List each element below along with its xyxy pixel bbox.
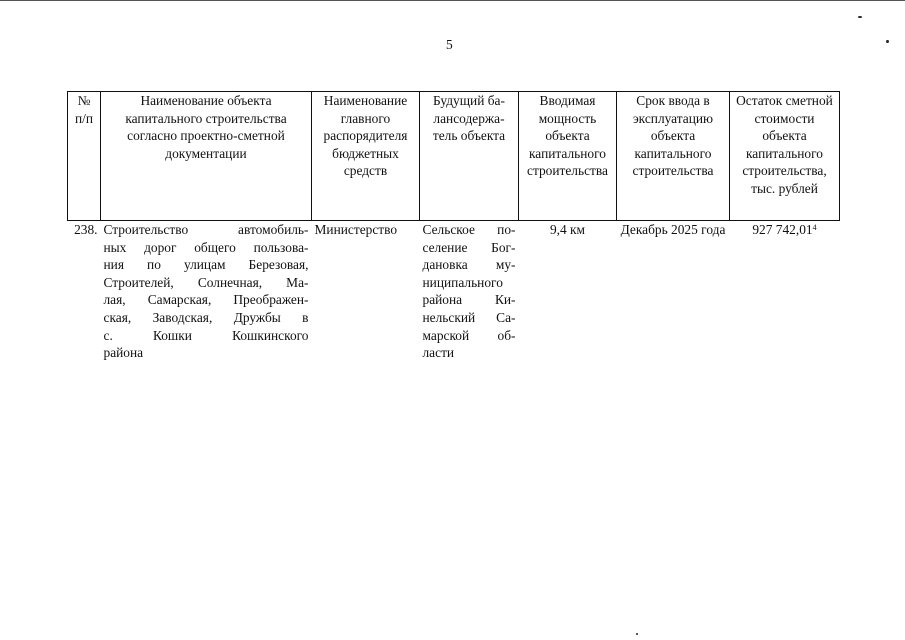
row-budget-manager: Министерство [312,221,420,362]
scan-speck [886,40,889,43]
row-future-holder [420,221,519,362]
footnote-mark: 4 [812,223,817,232]
scan-speck [636,633,638,635]
header-number: № п/п [68,92,101,221]
row-object-name-line: Строителей, Солнечная, Ма- [103,274,309,290]
row-future-holder-line: района Ки- [422,292,516,308]
header-commissioning-date: Срок ввода в эксплуатацию объекта капитального строительства [617,92,730,221]
row-object-name-line: лая, Самарская, Преображен- [103,292,309,308]
row-remaining-cost [730,221,840,362]
row-number: 238. [68,221,101,362]
header-object-name: Наименование объекта капитального строительства согласно проектно-сметной документации [101,92,312,221]
scan-speck [858,16,862,18]
header-capacity: Вводимая мощность объекта капитального строительства [519,92,617,221]
row-remaining-cost-value: 927 742,01 [752,222,813,237]
table-header-row [68,92,840,221]
row-object-name-line: ния по улицам Березовая, [103,257,309,273]
row-object-name-line: с. Кошки Кошкинского [103,327,309,343]
row-future-holder-line: ниципального [422,274,503,290]
row-commissioning-date: Декабрь 2025 года [617,221,730,362]
header-remaining-cost: Остаток сметной стоимости объекта капитального строительства, тыс. рублей [730,92,840,221]
header-budget-manager: Наименование главного распорядителя бюджетных средств [312,92,420,221]
row-future-holder-line: марской об- [422,327,516,343]
row-object-name-line: ных дорог общего пользова- [103,239,309,255]
header-future-holder: Будущий ба- лансодержа- тель объекта [420,92,519,221]
row-object-name [101,221,312,362]
capital-construction-table [67,91,840,362]
scan-edge-line [0,0,905,1]
row-object-name-line: Строительство автомобиль- [103,222,309,237]
row-object-name-line: ская, Заводская, Дружбы в [103,309,309,325]
row-future-holder-line: ласти [422,345,455,361]
row-object-name-line: района [103,345,144,361]
row-capacity: 9,4 км [519,221,617,362]
row-future-holder-line: селение Бог- [422,239,516,255]
page-number: 5 [446,37,453,52]
row-future-holder-line: Сельское по- [422,222,516,237]
row-future-holder-line: дановка му- [422,257,516,273]
row-future-holder-line: нельский Са- [422,309,516,325]
table-row [68,221,840,362]
